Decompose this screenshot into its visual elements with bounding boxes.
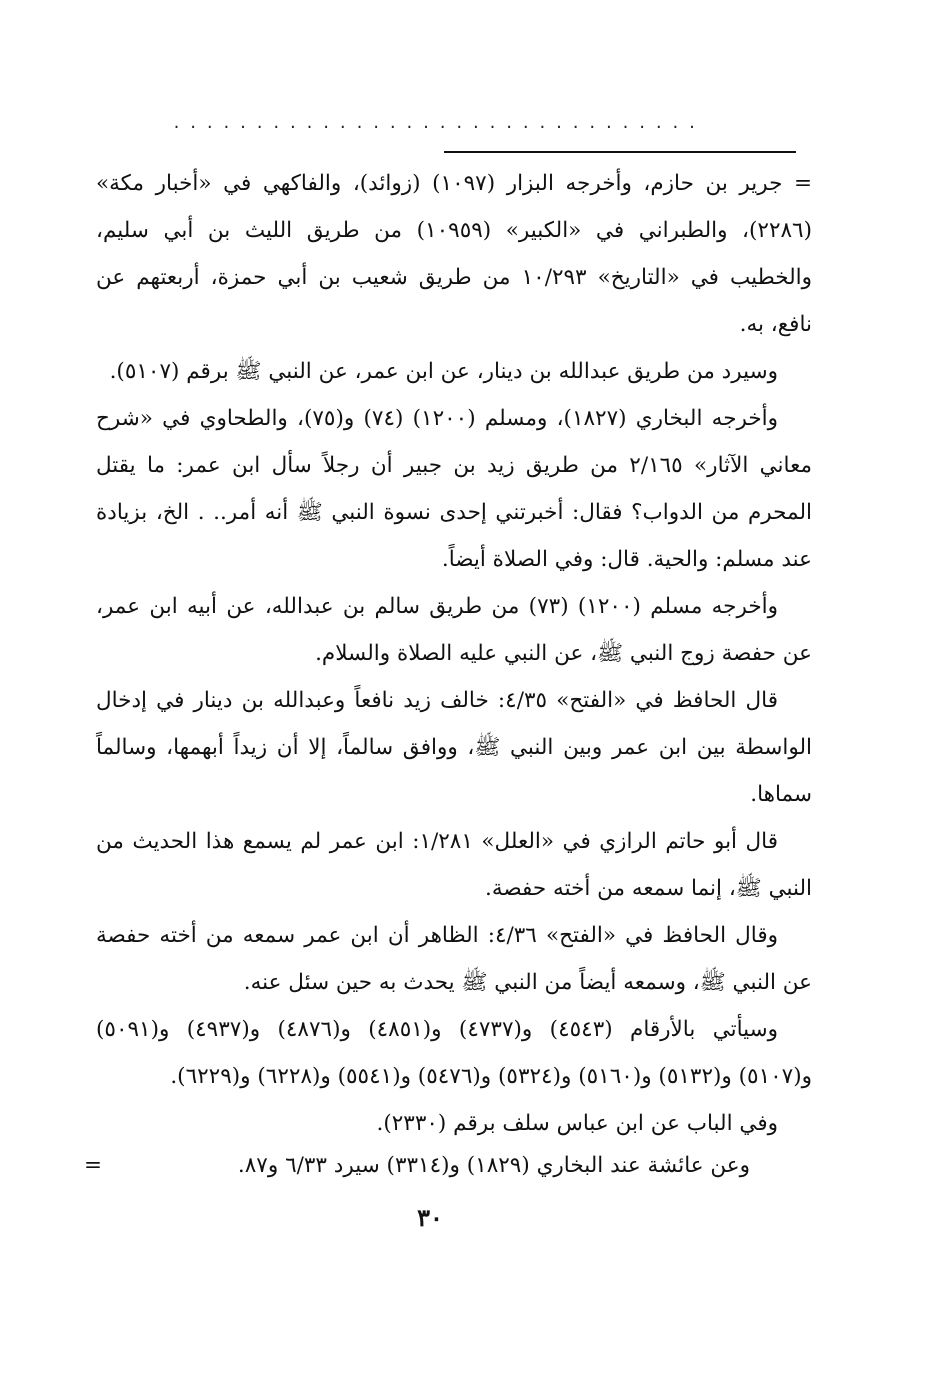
text-line: و(٥١٠٧) و(٥١٣٢) و(٥١٦٠) و(٥٣٢٤) و(٥٤٧٦) و(٥٥٤١) و(٦٢٢٨) — [257, 1064, 812, 1089]
footnote-paragraph — [96, 818, 812, 912]
text-line: وسيرد من طريق عبدالله بن دينار، عن ابن عمر، عن النبي ﷺ برقم — [186, 359, 778, 384]
text-line: وسيأتي بالأرقام (٤٥٤٣) و(٤٧٣٧) و(٤٨٥١) و(٤٨٧٦) و(٤٩٣٧) و(٥٠٩١) — [96, 1017, 779, 1042]
text-line: عن حفصة زوج النبي ﷺ، عن النبي عليه الصلاة والسلام. — [315, 641, 812, 666]
text-line: قال الحافظ في «الفتح» ٤/٣٥: خالف زيد نافعاً وعبدالله بن دينار في إدخال — [96, 688, 778, 713]
footnote-separator-rule — [444, 151, 796, 153]
text-line: عن النبي ﷺ، وسمعه أيضاً من النبي ﷺ يحدث به حين سئل عنه. — [243, 970, 812, 995]
footnote-paragraph — [96, 348, 812, 395]
footnote-paragraph — [96, 1006, 812, 1100]
footnote-paragraph — [96, 1100, 812, 1147]
header-dot-leader: ................................ — [172, 116, 705, 130]
text-line: وأخرجه مسلم (١٢٠٠) (٧٣) من طريق سالم بن عبدالله، عن أبيه ابن عمر، — [96, 594, 778, 619]
footnote-paragraph — [96, 160, 812, 348]
text-line: «شرح معاني الآثار» ٢/١٦٥ من طريق زيد بن جبير أن رجلاً سأل ابن عمر: ما — [96, 406, 812, 478]
text-line: و(٦٢٢٩). — [170, 1064, 251, 1089]
page-number: ٣٠ — [417, 1203, 443, 1232]
footnote-text-block — [96, 160, 812, 1147]
text-line: = جرير بن حازم، وأخرجه البزار (١٠٩٧) (زوائد)، والفاكهي في «أخبار مكة» — [96, 171, 812, 196]
text-line: سماها. — [750, 782, 812, 807]
footnote-paragraph — [96, 677, 812, 818]
text-line: وقال الحافظ في «الفتح» ٤/٣٦: الظاهر أن ابن عمر سمعه من أخته حفصة — [96, 923, 778, 948]
text-line: من النبي ﷺ، إنما سمعه من أخته حفصة. — [96, 829, 812, 901]
text-line: بزيادة عند مسلم: والحية. قال: وفي الصلاة أيضاً. — [96, 500, 812, 572]
footnote-paragraph — [96, 912, 812, 1006]
text-line: (٢٢٨٦)، والطبراني في «الكبير» (١٠٩٥٩) من طريق الليث بن أبي سليم، — [96, 218, 812, 243]
text-line: وفي الباب عن ابن عباس سلف برقم (٢٣٣٠). — [376, 1111, 778, 1136]
text-line: والخطيب في «التاريخ» ١٠/٢٩٣ من طريق شعيب بن أبي حمزة، أربعتهم عن — [96, 265, 813, 290]
text-line: الواسطة بين ابن عمر وبين النبي ﷺ، ووافق سالماً، إلا أن زيداً أبهمها، وسالماً — [96, 735, 812, 760]
text-line: وأخرجه البخاري (١٨٢٧)، ومسلم (١٢٠٠) (٧٤) و(٧٥)، والطحاوي في — [162, 406, 778, 431]
text-line: (٥١٠٧). — [109, 359, 180, 384]
text-line: وعن عائشة عند البخاري (١٨٢٩) و(٣٣١٤) سيرد ٦/٣٣ و٨٧. — [237, 1153, 750, 1178]
text-line: نافع، به. — [739, 312, 812, 337]
continuation-mark: = — [84, 1153, 103, 1178]
text-line: يقتل المحرم من الدواب؟ فقال: أخبرتني إحدى نسوة النبي ﷺ أنه أمر.. . الخ، — [96, 453, 812, 525]
text-line: قال أبو حاتم الرازي في «العلل» ١/٢٨١: ابن عمر لم يسمع هذا الحديث — [132, 829, 778, 854]
footnote-paragraph — [96, 395, 812, 583]
footnote-paragraph — [96, 583, 812, 677]
last-footnote-row — [84, 1146, 812, 1186]
